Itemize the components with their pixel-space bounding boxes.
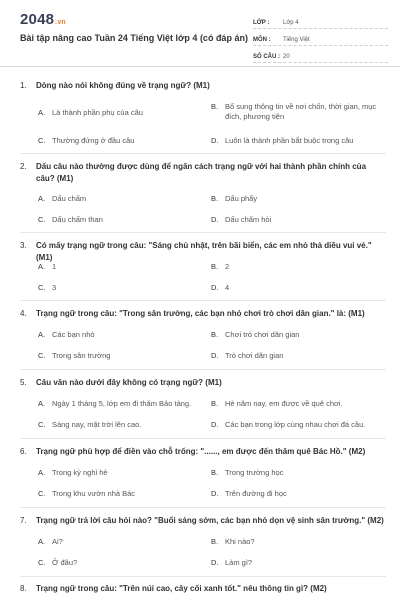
- option-4a[interactable]: A. Các bạn nhỏ: [38, 330, 95, 339]
- option-6b[interactable]: B. Trong trường học: [211, 468, 284, 477]
- option-7d[interactable]: D. Làm gì?: [211, 558, 253, 567]
- question-text: 3. Có mấy trạng ngữ trong câu: "Sáng chủ nhật, trên bãi biển, các em nhỏ thả diều vui vẻ." (M1): [20, 241, 372, 262]
- question-7: [20, 515, 386, 527]
- option-3d[interactable]: D. 4: [211, 283, 230, 292]
- question-text: 4. Trạng ngữ trong câu: "Trong sân trường, các bạn nhỏ chơi trò chơi dân gian." là: (M1): [20, 309, 365, 318]
- meta-value: Tiếng Việt: [283, 37, 310, 43]
- divider: [20, 300, 386, 301]
- option-1c[interactable]: C. Thường đứng ở đầu câu: [38, 136, 135, 145]
- question-text: 6. Trạng ngữ phù hợp để điền vào chỗ trống: "......, em được đến thăm quê Bác Hồ." (M2): [20, 447, 366, 456]
- option-1a[interactable]: A. Là thành phần phụ của câu: [38, 108, 143, 117]
- divider: [20, 576, 386, 577]
- option-7b[interactable]: B. Khi nào?: [211, 537, 255, 546]
- option-2b[interactable]: B. Dấu phẩy: [211, 194, 258, 203]
- logo-tld: .vn: [55, 19, 66, 26]
- meta-label: MÔN :: [253, 37, 271, 43]
- divider: [20, 232, 386, 233]
- option-4d[interactable]: D. Trò chơi dân gian: [211, 351, 284, 360]
- option-3a[interactable]: A. 1: [38, 262, 57, 271]
- question-6: [20, 446, 386, 458]
- question-5: [20, 377, 386, 389]
- question-1: [20, 80, 386, 92]
- meta-row-subject: [253, 31, 388, 46]
- question-text: 7. Trạng ngữ trả lời câu hỏi nào? "Buổi sáng sớm, các bạn nhỏ dọn vệ sinh sân trường." (M2): [20, 516, 384, 525]
- option-6d[interactable]: D. Trên đường đi học: [211, 489, 287, 498]
- option-4c[interactable]: C. Trong sân trường: [38, 351, 111, 360]
- option-4b[interactable]: B. Chơi trò chơi dân gian: [211, 330, 300, 339]
- question-8: [20, 583, 386, 595]
- option-6a[interactable]: A. Trong kỳ nghỉ hè: [38, 468, 108, 477]
- question-4: [20, 308, 386, 320]
- meta-row-count: [253, 48, 388, 63]
- option-6c[interactable]: C. Trong khu vườn nhà Bác: [38, 489, 136, 498]
- worksheet-header: [0, 0, 400, 67]
- option-5d[interactable]: D. Các bạn trong lớp cùng nhau chơi đá cầu.: [211, 420, 366, 429]
- option-3b[interactable]: B. 2: [211, 262, 230, 271]
- option-5c[interactable]: C. Sáng nay, mặt trời lên cao.: [38, 420, 142, 429]
- question-3: [20, 240, 386, 264]
- question-2: [20, 161, 386, 185]
- option-7a[interactable]: A. Ai?: [38, 537, 63, 546]
- option-1d[interactable]: D. Luôn là thành phần bắt buộc trong câu: [211, 136, 354, 145]
- divider: [20, 153, 386, 154]
- option-3c[interactable]: C. 3: [38, 283, 57, 292]
- question-text: 5. Câu văn nào dưới đây không có trạng ngữ? (M1): [20, 378, 222, 387]
- divider: [20, 438, 386, 439]
- meta-label: LỚP :: [253, 20, 270, 26]
- option-2c[interactable]: C. Dấu chấm than: [38, 215, 103, 224]
- option-1b[interactable]: B. Bổ sung thông tin về nơi chốn, thời gian, mục đích, phương tiện: [211, 102, 377, 121]
- question-text: 8. Trạng ngữ trong câu: "Trên núi cao, cây cối xanh tốt." nêu thông tin gì? (M2): [20, 584, 327, 593]
- meta-row-class: [253, 14, 388, 29]
- meta-value: 20: [283, 54, 290, 60]
- worksheet-meta: [253, 14, 388, 65]
- question-text: 1. Dòng nào nói không đúng về trạng ngữ? (M1): [20, 81, 210, 90]
- option-5b[interactable]: B. Hè năm nay, em được về quê chơi.: [211, 399, 343, 408]
- option-2d[interactable]: D. Dấu chấm hỏi: [211, 215, 272, 224]
- meta-value: Lớp 4: [283, 20, 299, 26]
- worksheet-title: Bài tập nâng cao Tuần 24 Tiếng Việt lớp 4 (có đáp án): [20, 33, 248, 43]
- question-text: 2. Dấu câu nào thường được dùng để ngăn cách trạng ngữ với hai thành phần chính của câu? (M1): [20, 162, 367, 183]
- option-7c[interactable]: C. Ở đâu?: [38, 558, 78, 567]
- option-2a[interactable]: A. Dấu chấm: [38, 194, 87, 203]
- option-5a[interactable]: A. Ngày 1 tháng 5, lớp em đi thăm Bảo tàng.: [38, 399, 192, 408]
- divider: [20, 507, 386, 508]
- site-logo[interactable]: [20, 11, 66, 28]
- divider: [20, 369, 386, 370]
- meta-label: SỐ CÂU :: [253, 54, 280, 60]
- logo-text: 2048: [20, 11, 55, 28]
